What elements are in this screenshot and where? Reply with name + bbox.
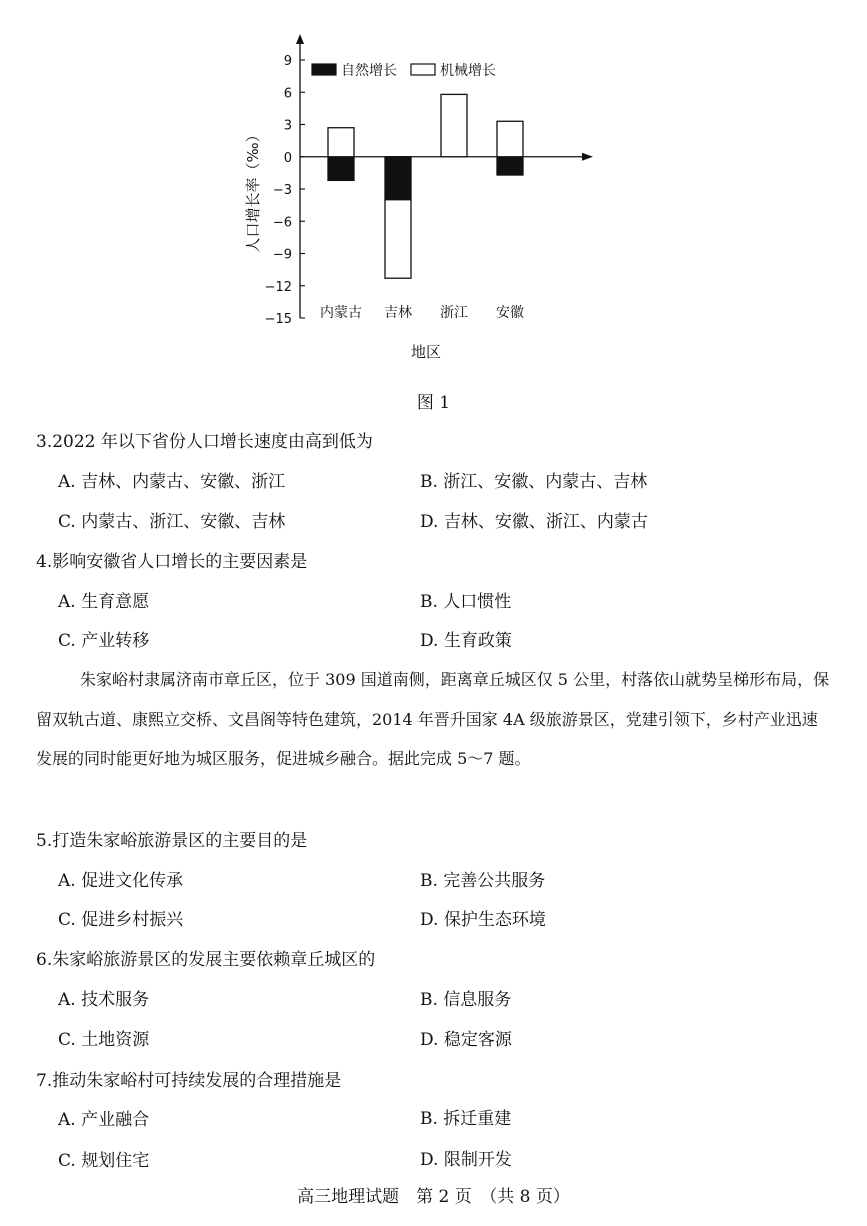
y-tick-label: −12 xyxy=(264,279,292,295)
y-axis-arrow xyxy=(296,34,304,44)
category-label: 内蒙古 xyxy=(320,305,362,321)
population-growth-chart xyxy=(0,0,867,385)
legend-label: 机械增长 xyxy=(440,63,496,79)
category-label: 浙江 xyxy=(440,305,468,321)
y-tick-label: 6 xyxy=(283,86,292,102)
question-6-option-c[interactable]: C. 土地资源 xyxy=(58,1030,150,1050)
category-labels xyxy=(320,304,524,321)
question-4-stem: 4.影响安徽省人口增长的主要因素是 xyxy=(36,552,308,572)
question-7-option-d[interactable]: D. 限制开发 xyxy=(420,1150,512,1170)
passage xyxy=(36,660,832,779)
bar-natural-0 xyxy=(328,157,354,181)
question-4-option-c[interactable]: C. 产业转移 xyxy=(58,631,150,651)
bar-natural-3 xyxy=(497,157,523,175)
bar-mechanical-2 xyxy=(441,94,467,156)
question-6-stem: 6.朱家峪旅游景区的发展主要依赖章丘城区的 xyxy=(36,950,376,970)
question-3-option-b[interactable]: B. 浙江、安徽、内蒙古、吉林 xyxy=(420,472,648,492)
category-label: 安徽 xyxy=(496,305,524,321)
question-7-option-a[interactable]: A. 产业融合 xyxy=(58,1110,150,1130)
y-tick-label: −6 xyxy=(272,215,292,231)
question-4-option-a[interactable]: A. 生育意愿 xyxy=(58,592,150,612)
y-tick-label: 0 xyxy=(283,150,292,166)
question-6-option-d[interactable]: D. 稳定客源 xyxy=(420,1030,512,1050)
legend-swatch xyxy=(312,64,336,75)
bar-mechanical-1 xyxy=(385,200,411,278)
question-7-option-b[interactable]: B. 拆迁重建 xyxy=(420,1109,512,1129)
x-axis-label: 地区 xyxy=(410,343,442,361)
y-tick-label: −3 xyxy=(272,183,292,198)
legend-swatch xyxy=(411,64,435,75)
question-6-option-a[interactable]: A. 技术服务 xyxy=(58,990,150,1010)
bar-mechanical-3 xyxy=(497,121,523,156)
y-tick-label: 9 xyxy=(283,54,292,69)
question-3-option-d[interactable]: D. 吉林、安徽、浙江、内蒙古 xyxy=(420,512,648,532)
question-4-option-d[interactable]: D. 生育政策 xyxy=(420,631,512,651)
question-7-stem: 7.推动朱家峪村可持续发展的合理措施是 xyxy=(36,1071,342,1091)
y-tick-label: 3 xyxy=(283,118,292,134)
y-tick-labels xyxy=(265,54,305,327)
chart-legend xyxy=(312,62,496,79)
y-axis-label: 人口增长率（‰） xyxy=(244,127,262,253)
question-5-stem: 5.打造朱家峪旅游景区的主要目的是 xyxy=(36,831,308,851)
page-footer: 高三地理试题 第 2 页 （共 8 页） xyxy=(297,1187,570,1207)
bar-natural-1 xyxy=(385,157,411,200)
question-3-option-a[interactable]: A. 吉林、内蒙古、安徽、浙江 xyxy=(58,472,286,492)
category-label: 吉林 xyxy=(384,305,412,321)
y-tick-label: −15 xyxy=(264,312,292,327)
passage-text: 朱家峪村隶属济南市章丘区，位于 309 国道南侧，距离章丘城区仅 5 公里，村落依山就势呈梯形布局，保留双轨古道、康熙立交桥、文昌阁等特色建筑，2014 年晋升国家 4A 级旅游景区，党建引领下，乡村产业迅速发展的同时能更好地为城区服务，促进城乡融合。据此完成 5～7 题。 xyxy=(36,670,830,768)
bar-mechanical-0 xyxy=(328,128,354,157)
question-4-option-b[interactable]: B. 人口惯性 xyxy=(420,592,512,612)
legend-label: 自然增长 xyxy=(341,63,397,79)
y-tick-label: −9 xyxy=(272,247,292,263)
question-7-option-c[interactable]: C. 规划住宅 xyxy=(58,1151,150,1171)
question-6-option-b[interactable]: B. 信息服务 xyxy=(420,990,512,1010)
x-axis-arrow xyxy=(582,153,593,161)
question-5-option-d[interactable]: D. 保护生态环境 xyxy=(420,910,546,930)
question-5-option-a[interactable]: A. 促进文化传承 xyxy=(58,871,184,891)
question-5-option-c[interactable]: C. 促进乡村振兴 xyxy=(58,910,184,930)
figure-caption: 图 1 xyxy=(416,393,451,413)
question-5-option-b[interactable]: B. 完善公共服务 xyxy=(420,871,546,891)
question-3-option-c[interactable]: C. 内蒙古、浙江、安徽、吉林 xyxy=(58,512,286,532)
chart-bars xyxy=(328,94,523,278)
question-3-stem: 3.2022 年以下省份人口增长速度由高到低为 xyxy=(36,432,373,452)
